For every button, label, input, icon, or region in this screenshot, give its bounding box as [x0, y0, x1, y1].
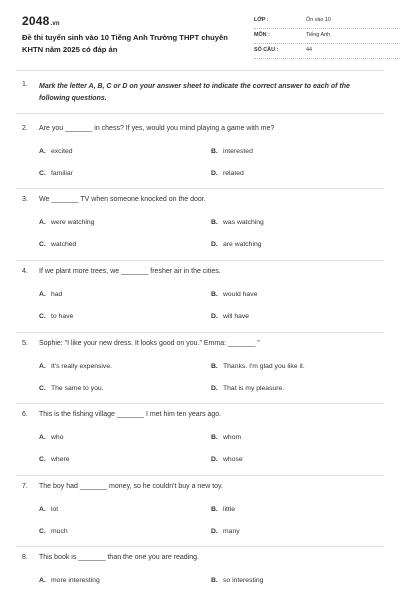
- option-text: are watching: [223, 241, 262, 248]
- option-text: whom: [223, 434, 242, 441]
- option-c[interactable]: [39, 241, 76, 248]
- option-text: where: [51, 456, 70, 463]
- option-letter: C.: [39, 170, 46, 177]
- option-letter: D.: [211, 170, 218, 177]
- option-b[interactable]: [211, 219, 264, 226]
- option-d[interactable]: [211, 385, 284, 392]
- option-letter: B.: [211, 291, 218, 298]
- option-letter: D.: [211, 241, 218, 248]
- option-a[interactable]: [39, 148, 73, 155]
- meta-key: LỚP :: [254, 17, 269, 23]
- option-letter: C.: [39, 385, 46, 392]
- option-letter: C.: [39, 241, 46, 248]
- option-letter: A.: [39, 219, 46, 226]
- question-5: [22, 340, 382, 396]
- divider: [16, 188, 384, 189]
- option-letter: B.: [211, 363, 218, 370]
- option-d[interactable]: [211, 528, 240, 535]
- option-d[interactable]: [211, 241, 262, 248]
- option-text: more interesting: [51, 577, 100, 584]
- option-letter: C.: [39, 313, 46, 320]
- option-b[interactable]: [211, 506, 235, 513]
- question-number: 8.: [22, 554, 28, 561]
- meta-value: Tiếng Anh: [306, 32, 331, 38]
- divider: [16, 260, 384, 261]
- question-8: [22, 554, 382, 590]
- option-text: related: [223, 170, 244, 177]
- option-letter: B.: [211, 148, 218, 155]
- option-letter: B.: [211, 506, 218, 513]
- question-text: Mark the letter A, B, C or D on your answer sheet to indicate the correct answer to each of the following questions.: [39, 83, 350, 102]
- question-number: 5.: [22, 340, 28, 347]
- option-letter: D.: [211, 456, 218, 463]
- option-letter: A.: [39, 363, 46, 370]
- option-text: had: [51, 291, 63, 298]
- option-a[interactable]: [39, 577, 100, 584]
- option-text: so interesting: [223, 577, 264, 584]
- exam-meta: [254, 14, 400, 59]
- option-a[interactable]: [39, 219, 94, 226]
- option-text: excited: [51, 148, 73, 155]
- option-c[interactable]: [39, 313, 73, 320]
- option-letter: C.: [39, 528, 46, 535]
- divider: [16, 403, 384, 404]
- option-text: That is my pleasure.: [223, 385, 285, 392]
- question-4: [22, 268, 382, 324]
- divider: [16, 475, 384, 476]
- question-number: 6.: [22, 411, 28, 418]
- option-text: whose: [223, 456, 243, 463]
- question-1: [22, 81, 382, 107]
- option-letter: A.: [39, 148, 46, 155]
- option-text: to have: [51, 313, 74, 320]
- divider: [16, 113, 384, 114]
- option-a[interactable]: [39, 363, 112, 370]
- option-letter: D.: [211, 385, 218, 392]
- meta-row-class: [254, 14, 400, 29]
- meta-value: 44: [306, 47, 312, 53]
- option-letter: B.: [211, 577, 218, 584]
- option-b[interactable]: [211, 577, 263, 584]
- page-header: [22, 14, 380, 62]
- logo-text: 2048: [22, 14, 50, 28]
- option-letter: D.: [211, 313, 218, 320]
- question-text: If we plant more trees, we _______ fresher air in the cities.: [39, 268, 221, 275]
- option-text: little: [223, 506, 236, 513]
- question-text: Are you _______ in chess? If yes, would you mind playing a game with me?: [39, 125, 275, 132]
- question-text: This book is _______ than the one you are reading.: [39, 554, 199, 561]
- question-number: 3.: [22, 196, 28, 203]
- option-letter: B.: [211, 434, 218, 441]
- option-d[interactable]: [211, 313, 249, 320]
- option-letter: B.: [211, 219, 218, 226]
- option-b[interactable]: [211, 434, 241, 441]
- question-text: We _______ TV when someone knocked on the door.: [39, 196, 206, 203]
- option-letter: D.: [211, 528, 218, 535]
- meta-value: Ôn vào 10: [306, 17, 331, 23]
- meta-row-count: [254, 44, 400, 59]
- divider: [16, 332, 384, 333]
- question-2: [22, 125, 382, 181]
- option-text: many: [223, 528, 240, 535]
- option-text: would have: [223, 291, 258, 298]
- option-text: lot: [51, 506, 59, 513]
- meta-key: MÔN :: [254, 32, 270, 38]
- question-number: 2.: [22, 125, 28, 132]
- option-c[interactable]: [39, 385, 104, 392]
- question-text: This is the fishing village _______ I met him ten years ago.: [39, 411, 222, 418]
- question-text: Sophie: "I like your new dress. It looks good on you." Emma: _______ ": [39, 340, 260, 347]
- option-text: Thanks. I'm glad you like it.: [223, 363, 305, 370]
- question-number: 7.: [22, 483, 28, 490]
- option-c[interactable]: [39, 456, 70, 463]
- logo-suffix: .vn: [50, 21, 60, 27]
- option-d[interactable]: [211, 170, 244, 177]
- option-letter: C.: [39, 456, 46, 463]
- site-logo[interactable]: [22, 14, 60, 28]
- option-text: were watching: [51, 219, 95, 226]
- option-text: interested: [223, 148, 253, 155]
- question-3: [22, 196, 382, 252]
- option-text: who: [51, 434, 64, 441]
- option-c[interactable]: [39, 528, 68, 535]
- question-text: The boy had _______ money, so he couldn't buy a new toy.: [39, 483, 223, 490]
- option-letter: A.: [39, 506, 46, 513]
- divider: [16, 546, 384, 547]
- option-text: will have: [223, 313, 250, 320]
- question-7: [22, 483, 382, 539]
- option-text: It's really expensive.: [51, 363, 112, 370]
- option-a[interactable]: [39, 434, 63, 441]
- option-text: familiar: [51, 170, 73, 177]
- divider: [16, 70, 384, 71]
- option-text: The same to you.: [51, 385, 104, 392]
- question-number: 4.: [22, 268, 28, 275]
- option-c[interactable]: [39, 170, 73, 177]
- option-letter: A.: [39, 291, 46, 298]
- question-number: 1.: [22, 81, 28, 88]
- option-letter: A.: [39, 434, 46, 441]
- option-a[interactable]: [39, 291, 62, 298]
- option-d[interactable]: [211, 456, 243, 463]
- option-letter: A.: [39, 577, 46, 584]
- meta-key: SỐ CÂU :: [254, 47, 279, 53]
- option-b[interactable]: [211, 291, 257, 298]
- option-b[interactable]: [211, 363, 305, 370]
- meta-row-subject: [254, 29, 400, 44]
- option-b[interactable]: [211, 148, 253, 155]
- option-text: much: [51, 528, 68, 535]
- exam-title: Đề thi tuyển sinh vào 10 Tiếng Anh Trường THPT chuyên KHTN năm 2025 có đáp án: [22, 33, 228, 54]
- option-text: watched: [51, 241, 77, 248]
- option-a[interactable]: [39, 506, 58, 513]
- question-6: [22, 411, 382, 467]
- option-text: was watching: [223, 219, 264, 226]
